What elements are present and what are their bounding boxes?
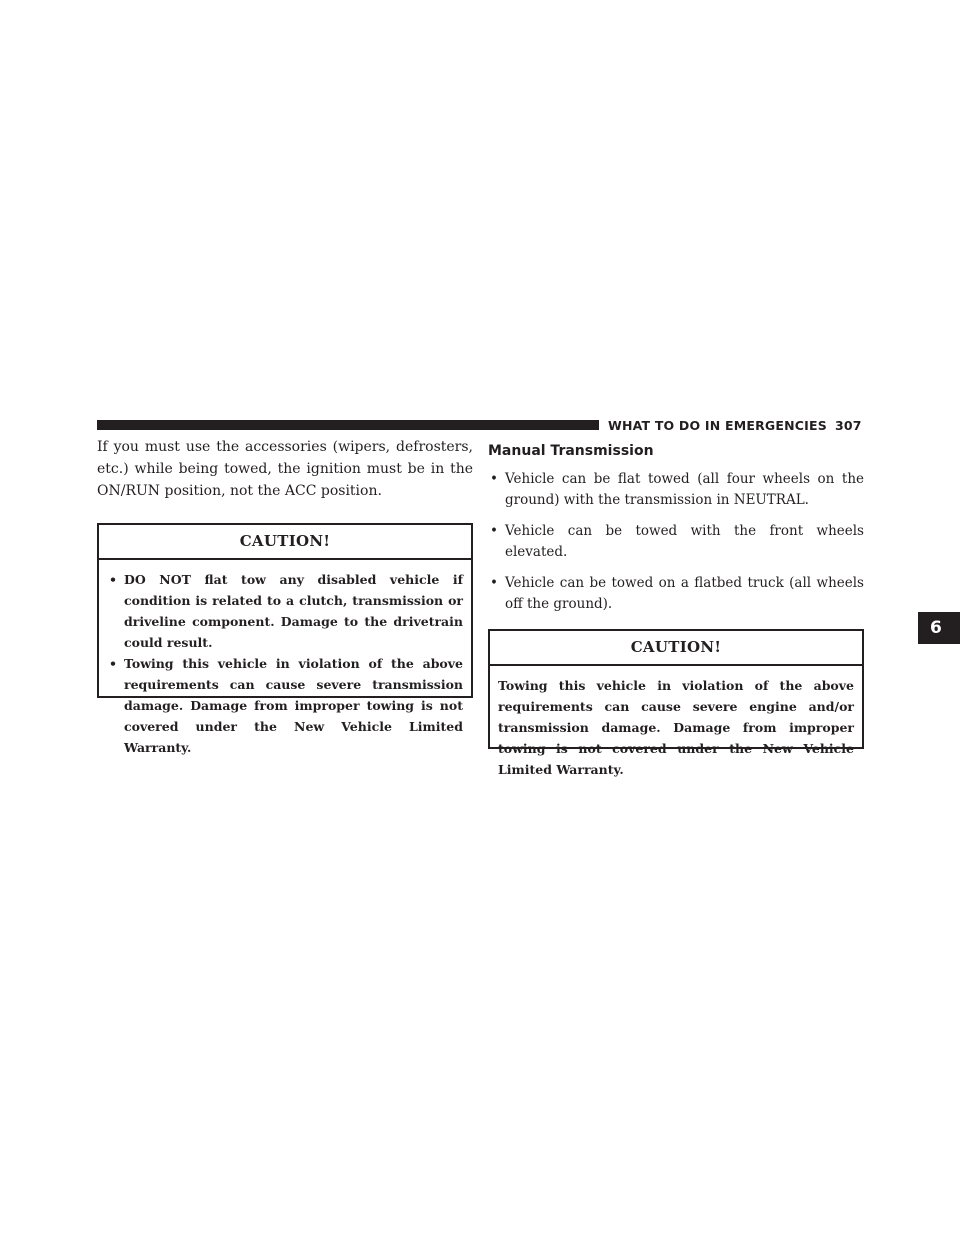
list-item (488, 573, 864, 615)
list-item (488, 469, 864, 511)
header-rule (97, 420, 599, 430)
caution-box-left (97, 523, 473, 755)
caution-item (107, 569, 463, 653)
left-column (97, 436, 473, 755)
list-item-text: Vehicle can be flat towed (all four wheels on the ground) with the transmission in NEUTRAL. (505, 471, 864, 508)
list-item (488, 521, 864, 563)
section-name: WHAT TO DO IN EMERGENCIES (608, 418, 827, 433)
caution-body (99, 560, 471, 767)
right-column (488, 440, 864, 777)
list-item-text: Vehicle can be towed with the front wheels elevated. (505, 523, 864, 560)
chapter-tab: 6 (918, 612, 960, 644)
caution-title: CAUTION! (99, 525, 471, 560)
caution-item-text: DO NOT flat tow any disabled vehicle if condition is related to a clutch, transmission or driveline component. Damage to the drivetrain could result. (124, 572, 463, 650)
section-heading: Manual Transmission (488, 443, 654, 459)
caution-item-text: Towing this vehicle in violation of the above requirements can cause severe transmission damage. Damage from improper towing is not covered under the New Vehicle Limited Warranty. (124, 656, 463, 755)
caution-item (107, 653, 463, 758)
caution-box-right (488, 629, 864, 777)
caution-title: CAUTION! (490, 631, 862, 666)
caution-body: Towing this vehicle in violation of the above requirements can cause severe engine and/or transmission damage. Damage from improper towing is not covered under the New Vehicle Limited Warranty. (498, 678, 854, 777)
accessories-paragraph: If you must use the accessories (wipers, defrosters, etc.) while being towed, the ignition must be in the ON/RUN position, not the ACC position. (97, 439, 473, 499)
bullet-glyph: • (490, 523, 498, 539)
bullet-glyph: • (109, 572, 117, 587)
list-item-text: Vehicle can be towed on a flatbed truck (all wheels off the ground). (505, 575, 864, 612)
bullet-glyph: • (109, 656, 117, 671)
running-header (608, 418, 862, 433)
page-number: 307 (834, 418, 862, 433)
bullet-glyph: • (490, 471, 498, 487)
bullet-glyph: • (490, 575, 498, 591)
